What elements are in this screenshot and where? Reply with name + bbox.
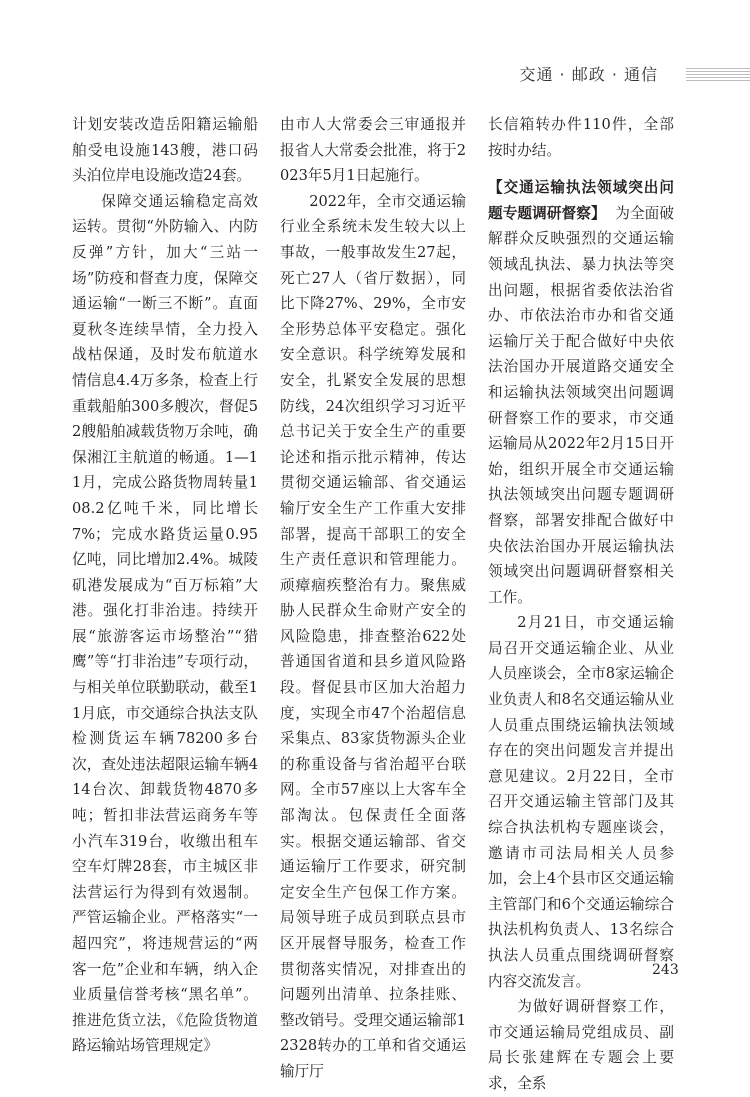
- page-number: 243: [652, 962, 679, 978]
- section-paragraph: [488, 175, 674, 610]
- text-column-2: [280, 112, 466, 1085]
- paragraph: 长信箱转办件110件，全部按时办结。: [488, 116, 674, 159]
- section-heading: 【交通运输执法领域突出问题专题调研督察】: [488, 179, 674, 222]
- running-header: [0, 58, 750, 88]
- paragraph: 为做好调研督察工作，市交通运输局党组成员、副局长张建辉在专题会上要求，全系: [488, 998, 674, 1092]
- section-body: 为全面破解群众反映强烈的交通运输领域乱执法、暴力执法等突出问题，根据省委依法治省办、市依法治市办和省交通运输厅关于配合做好中央依法治国办开展道路交通安全和运输执法领域突出问题调研督察工作的要求，市交通运输局从2022年2月15日开始，组织开展全市交通运输执法领域突出问题专题调研督察，部署安排配合做好中央依法治国办开展运输执法领域突出问题调研督察相关工作。: [488, 204, 674, 606]
- paragraph: 计划安装改造岳阳籍运输船舶受电设施143艘，港口码头泊位岸电设施改造24套。: [72, 116, 258, 185]
- text-column-1: [72, 112, 258, 1059]
- paragraph: 2月21日，市交通运输局召开交通运输企业、从业人员座谈会，全市8家运输企业负责人和8名交通运输从业人员重点围绕运输执法领域存在的突出问题发言并提出意见建议。2月22日，全市召开交通运输主管部门及其综合执法机构专题座谈会，邀请市司法局相关人员参加，会上4个县市区交通运输主管部门和6个交通运输综合执法机构负责人、13名综合执法人员重点围绕调研督察内容交流发言。: [488, 614, 674, 990]
- section-title: 交通 · 邮政 · 通信: [519, 65, 658, 84]
- paragraph: 2022年，全市交通运输行业全系统未发生较大以上事故，一般事故发生27起，死亡27人（省厅数据），同比下降27%、29%，全市安全形势总体平安稳定。强化安全意识。科学统筹发展和安全，扎紧安全发展的思想防线，24次组织学习习近平总书记关于安全生产的重要论述和指示批示精神，传达贯彻交通运输部、省交通运输厅安全生产工作重大安排部署，提高干部职工的安全生产责任意识和管理能力。顽瘴痼疾整治有力。聚焦威胁人民群众生命财产安全的风险隐患，排查整治622处普通国省道和县乡道风险路段。督促县市区加大治超力度，实现全市47个治超信息采集点、83家货物源头企业的称重设备与省治超平台联网。全市57座以上大客车全部淘汰。包保责任全面落实。根据交通运输部、省交通运输厅工作要求，研究制定安全生产包保工作方案。局领导班子成员到联点县市区开展督导服务，检查工作贯彻落实情况，对排查出的问题列出清单、拉条挂账、整改销号。受理交通运输部12328转办的工单和省交通运输厅厅: [280, 192, 466, 1080]
- paragraph: 保障交通运输稳定高效运转。贯彻“外防输入、内防反弹”方针，加大“三站一场”防疫和督查力度，保障交通运输“一断三不断”。直面夏秋冬连续旱情，全力投入战枯保通，及时发布航道水情信息4.4万多条，检查上行重载船舶300多艘次，督促52艘船舶减载货物万余吨，确保湘江主航道的畅通。1—11月，完成公路货物周转量108.2亿吨千米，同比增长7%；完成水路货运量0.95亿吨，同比增加2.4%。城陵矶港发展成为“百万标箱”大港。强化打非治违。持续开展“旅游客运市场整治”“猎鹰”等“打非治违”专项行动，与相关单位联勤联动，截至11月底，市交通综合执法支队检测货运车辆78200多台次，查处违法超限运输车辆414台次、卸载货物4870多吨；暂扣非法营运商务车等小汽车319台，收缴出租车空车灯牌28套，市主城区非法营运行为得到有效遏制。严管运输企业。严格落实“一超四究”，将违规营运的“两客一危”企业和车辆，纳入企业质量信誉考核“黑名单”。推进危货立法，《危险货物道路运输站场管理规定》: [72, 192, 258, 1055]
- text-column-3: [488, 112, 674, 1097]
- header-decoration-lines: [686, 68, 750, 82]
- paragraph: 由市人大常委会三审通报并报省人大常委会批准，将于2023年5月1日起施行。: [280, 116, 466, 185]
